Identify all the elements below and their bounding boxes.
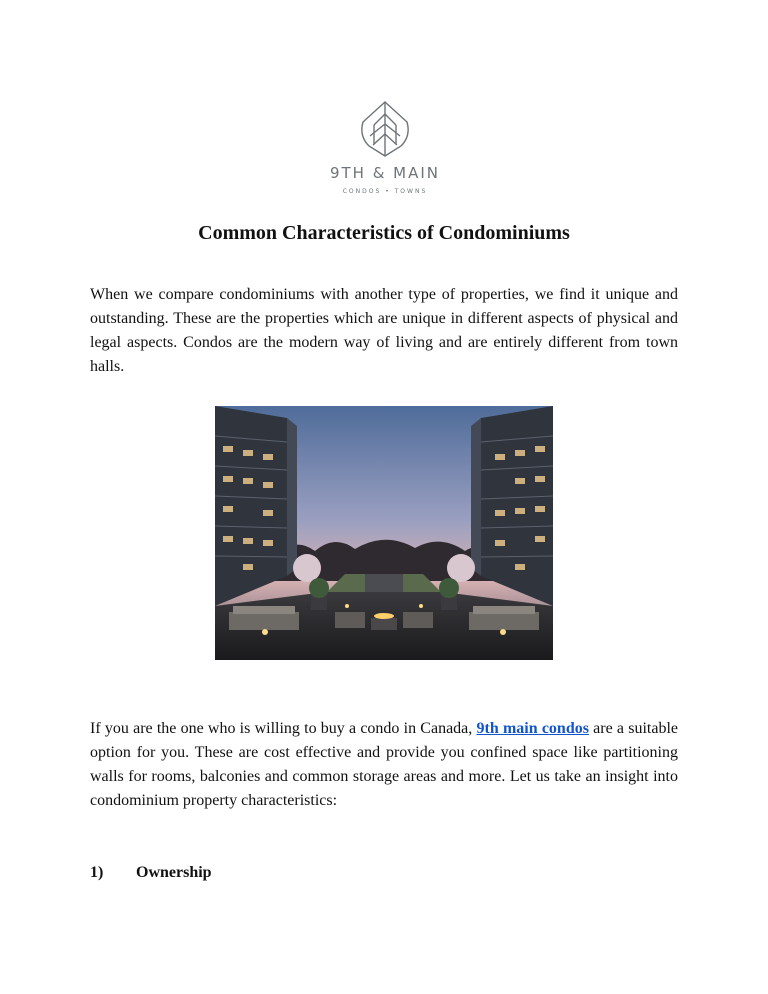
brand-logo (310, 100, 460, 202)
condo-courtyard-photo (215, 406, 553, 660)
logo-tagline: CONDOS • TOWNS (342, 188, 428, 195)
leaf-logo-icon (355, 100, 415, 158)
section-label: Ownership (136, 864, 212, 881)
recommendation-paragraph (90, 717, 678, 813)
document-title: Common Characteristics of Condominiums (198, 222, 570, 244)
intro-paragraph: When we compare condominiums with another type of properties, we find it unique and outstanding. These are the properties which are unique in different aspects of physical and legal aspects. Condos are the modern way of living and are entirely different from town halls. (90, 286, 678, 375)
section-number: 1) (90, 864, 104, 881)
condos-link[interactable]: 9th main condos (476, 720, 589, 737)
section-heading-ownership (90, 864, 212, 882)
paragraph-text-before: If you are the one who is willing to buy a condo in Canada, (90, 720, 477, 737)
paragraph-text-after: are a suitable option for you. These are cost effective and provide you confined space like partitioning walls for rooms, balconies and common storage areas and more. Let us take an insight into condominium property characteristics: (90, 720, 679, 809)
logo-wordmark: 9TH & MAIN (329, 164, 441, 182)
